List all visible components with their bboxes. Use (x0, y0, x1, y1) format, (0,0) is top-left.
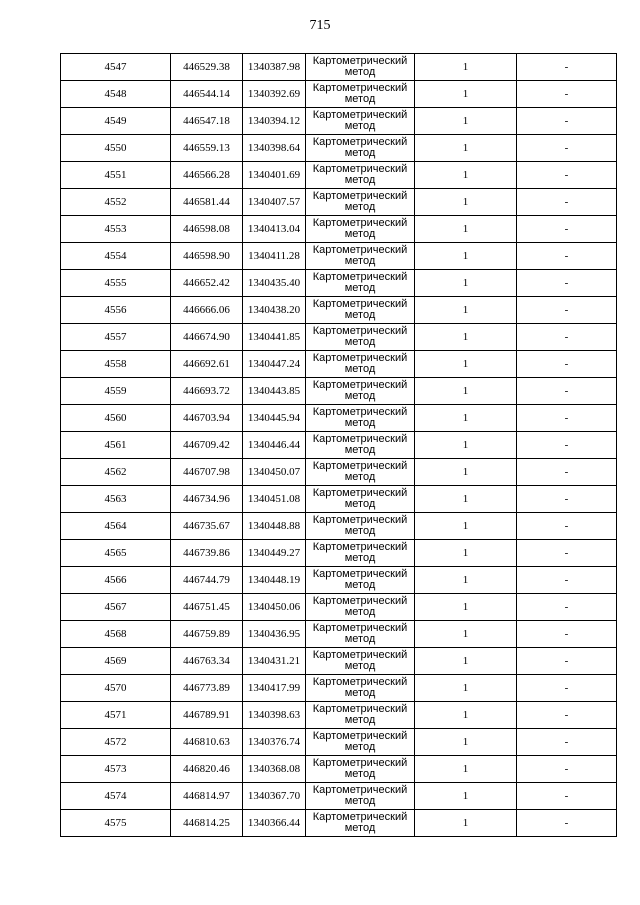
y-coordinate-cell: 1340435.40 (243, 270, 306, 297)
x-coordinate-cell: 446598.90 (171, 243, 243, 270)
x-coordinate-cell: 446820.46 (171, 756, 243, 783)
y-coordinate-cell: 1340431.21 (243, 648, 306, 675)
accuracy-cell: 1 (415, 486, 517, 513)
accuracy-cell: 1 (415, 324, 517, 351)
method-cell (306, 459, 415, 486)
accuracy-cell: 1 (415, 756, 517, 783)
x-coordinate-cell: 446566.28 (171, 162, 243, 189)
table-row (61, 648, 617, 675)
description-cell: - (517, 702, 617, 729)
description-cell: - (517, 135, 617, 162)
table-row (61, 756, 617, 783)
point-number-cell: 4572 (61, 729, 171, 756)
accuracy-cell: 1 (415, 405, 517, 432)
point-number-cell: 4563 (61, 486, 171, 513)
method-line-2: метод (344, 795, 376, 807)
method-line-2: метод (344, 552, 376, 564)
method-line-2: метод (344, 498, 376, 510)
point-number-cell: 4571 (61, 702, 171, 729)
accuracy-cell: 1 (415, 243, 517, 270)
x-coordinate-cell: 446547.18 (171, 108, 243, 135)
table-row (61, 594, 617, 621)
method-line-1: Картометрический (312, 352, 408, 364)
description-cell: - (517, 405, 617, 432)
table-row (61, 108, 617, 135)
point-number-cell: 4559 (61, 378, 171, 405)
description-cell: - (517, 783, 617, 810)
method-line-2: метод (344, 390, 376, 402)
method-line-1: Картометрический (312, 622, 408, 634)
point-number-cell: 4570 (61, 675, 171, 702)
method-cell (306, 135, 415, 162)
accuracy-cell: 1 (415, 702, 517, 729)
accuracy-cell: 1 (415, 540, 517, 567)
x-coordinate-cell: 446739.86 (171, 540, 243, 567)
method-cell (306, 351, 415, 378)
y-coordinate-cell: 1340387.98 (243, 54, 306, 81)
accuracy-cell: 1 (415, 162, 517, 189)
table-row (61, 621, 617, 648)
method-cell (306, 621, 415, 648)
x-coordinate-cell: 446598.08 (171, 216, 243, 243)
x-coordinate-cell: 446559.13 (171, 135, 243, 162)
y-coordinate-cell: 1340367.70 (243, 783, 306, 810)
x-coordinate-cell: 446692.61 (171, 351, 243, 378)
y-coordinate-cell: 1340417.99 (243, 675, 306, 702)
accuracy-cell: 1 (415, 621, 517, 648)
y-coordinate-cell: 1340449.27 (243, 540, 306, 567)
method-cell (306, 81, 415, 108)
method-cell (306, 810, 415, 837)
method-line-2: метод (344, 120, 376, 132)
table-row (61, 324, 617, 351)
method-cell (306, 216, 415, 243)
accuracy-cell: 1 (415, 648, 517, 675)
method-line-1: Картометрический (312, 568, 408, 580)
method-cell (306, 756, 415, 783)
method-line-2: метод (344, 282, 376, 294)
x-coordinate-cell: 446666.06 (171, 297, 243, 324)
description-cell: - (517, 594, 617, 621)
method-line-2: метод (344, 660, 376, 672)
table-row (61, 54, 617, 81)
method-line-1: Картометрический (312, 325, 408, 337)
coordinates-table-body (61, 54, 617, 837)
table-row (61, 162, 617, 189)
description-cell: - (517, 108, 617, 135)
method-cell (306, 675, 415, 702)
method-cell (306, 567, 415, 594)
point-number-cell: 4565 (61, 540, 171, 567)
point-number-cell: 4549 (61, 108, 171, 135)
method-line-2: метод (344, 363, 376, 375)
y-coordinate-cell: 1340407.57 (243, 189, 306, 216)
method-line-2: метод (344, 606, 376, 618)
accuracy-cell: 1 (415, 567, 517, 594)
description-cell: - (517, 243, 617, 270)
y-coordinate-cell: 1340445.94 (243, 405, 306, 432)
y-coordinate-cell: 1340411.28 (243, 243, 306, 270)
description-cell: - (517, 459, 617, 486)
description-cell: - (517, 648, 617, 675)
description-cell: - (517, 729, 617, 756)
point-number-cell: 4562 (61, 459, 171, 486)
method-line-2: метод (344, 471, 376, 483)
table-row (61, 567, 617, 594)
method-line-2: метод (344, 336, 376, 348)
x-coordinate-cell: 446810.63 (171, 729, 243, 756)
method-line-2: метод (344, 174, 376, 186)
y-coordinate-cell: 1340443.85 (243, 378, 306, 405)
method-cell (306, 432, 415, 459)
method-line-2: метод (344, 525, 376, 537)
point-number-cell: 4569 (61, 648, 171, 675)
method-line-1: Картометрический (312, 298, 408, 310)
method-cell (306, 729, 415, 756)
method-cell (306, 378, 415, 405)
method-cell (306, 162, 415, 189)
page-number: 715 (309, 18, 331, 33)
accuracy-cell: 1 (415, 594, 517, 621)
method-line-1: Картометрический (312, 433, 408, 445)
point-number-cell: 4551 (61, 162, 171, 189)
method-line-2: метод (344, 687, 376, 699)
method-line-1: Картометрический (312, 757, 408, 769)
y-coordinate-cell: 1340436.95 (243, 621, 306, 648)
method-line-2: метод (344, 741, 376, 753)
method-cell (306, 702, 415, 729)
description-cell: - (517, 297, 617, 324)
method-line-2: метод (344, 201, 376, 213)
y-coordinate-cell: 1340447.24 (243, 351, 306, 378)
description-cell: - (517, 216, 617, 243)
description-cell: - (517, 81, 617, 108)
method-line-2: метод (344, 309, 376, 321)
method-line-2: метод (344, 444, 376, 456)
x-coordinate-cell: 446814.97 (171, 783, 243, 810)
table-row (61, 513, 617, 540)
y-coordinate-cell: 1340368.08 (243, 756, 306, 783)
y-coordinate-cell: 1340446.44 (243, 432, 306, 459)
x-coordinate-cell: 446735.67 (171, 513, 243, 540)
method-line-1: Картометрический (312, 649, 408, 661)
point-number-cell: 4558 (61, 351, 171, 378)
method-cell (306, 513, 415, 540)
description-cell: - (517, 324, 617, 351)
point-number-cell: 4573 (61, 756, 171, 783)
method-cell (306, 783, 415, 810)
y-coordinate-cell: 1340401.69 (243, 162, 306, 189)
y-coordinate-cell: 1340450.07 (243, 459, 306, 486)
table-row (61, 81, 617, 108)
point-number-cell: 4550 (61, 135, 171, 162)
description-cell: - (517, 189, 617, 216)
table-row (61, 702, 617, 729)
method-cell (306, 270, 415, 297)
description-cell: - (517, 621, 617, 648)
description-cell: - (517, 486, 617, 513)
point-number-cell: 4552 (61, 189, 171, 216)
accuracy-cell: 1 (415, 108, 517, 135)
accuracy-cell: 1 (415, 783, 517, 810)
x-coordinate-cell: 446751.45 (171, 594, 243, 621)
method-line-1: Картометрический (312, 190, 408, 202)
description-cell: - (517, 162, 617, 189)
method-line-2: метод (344, 66, 376, 78)
method-cell (306, 108, 415, 135)
method-line-1: Картометрический (312, 784, 408, 796)
accuracy-cell: 1 (415, 378, 517, 405)
method-line-1: Картометрический (312, 460, 408, 472)
method-cell (306, 324, 415, 351)
method-line-1: Картометрический (312, 676, 408, 688)
method-cell (306, 243, 415, 270)
x-coordinate-cell: 446763.34 (171, 648, 243, 675)
point-number-cell: 4556 (61, 297, 171, 324)
x-coordinate-cell: 446814.25 (171, 810, 243, 837)
x-coordinate-cell: 446703.94 (171, 405, 243, 432)
method-cell (306, 594, 415, 621)
method-line-1: Картометрический (312, 595, 408, 607)
table-row (61, 459, 617, 486)
description-cell: - (517, 675, 617, 702)
method-line-2: метод (344, 822, 376, 834)
method-cell (306, 486, 415, 513)
accuracy-cell: 1 (415, 432, 517, 459)
table-row (61, 351, 617, 378)
table-row (61, 243, 617, 270)
table-row (61, 540, 617, 567)
x-coordinate-cell: 446652.42 (171, 270, 243, 297)
description-cell: - (517, 513, 617, 540)
table-row (61, 216, 617, 243)
accuracy-cell: 1 (415, 729, 517, 756)
accuracy-cell: 1 (415, 675, 517, 702)
y-coordinate-cell: 1340398.63 (243, 702, 306, 729)
method-line-1: Картометрический (312, 244, 408, 256)
description-cell: - (517, 810, 617, 837)
table-row (61, 189, 617, 216)
method-cell (306, 297, 415, 324)
x-coordinate-cell: 446744.79 (171, 567, 243, 594)
method-line-2: метод (344, 228, 376, 240)
method-line-1: Картометрический (312, 217, 408, 229)
point-number-cell: 4557 (61, 324, 171, 351)
y-coordinate-cell: 1340366.44 (243, 810, 306, 837)
point-number-cell: 4567 (61, 594, 171, 621)
accuracy-cell: 1 (415, 54, 517, 81)
accuracy-cell: 1 (415, 351, 517, 378)
description-cell: - (517, 540, 617, 567)
method-line-2: метод (344, 255, 376, 267)
method-line-1: Картометрический (312, 703, 408, 715)
point-number-cell: 4554 (61, 243, 171, 270)
x-coordinate-cell: 446529.38 (171, 54, 243, 81)
y-coordinate-cell: 1340450.06 (243, 594, 306, 621)
table-row (61, 432, 617, 459)
description-cell: - (517, 351, 617, 378)
method-cell (306, 189, 415, 216)
description-cell: - (517, 567, 617, 594)
table-row (61, 810, 617, 837)
x-coordinate-cell: 446581.44 (171, 189, 243, 216)
method-line-1: Картометрический (312, 811, 408, 823)
x-coordinate-cell: 446773.89 (171, 675, 243, 702)
accuracy-cell: 1 (415, 810, 517, 837)
point-number-cell: 4561 (61, 432, 171, 459)
accuracy-cell: 1 (415, 189, 517, 216)
method-line-1: Картометрический (312, 514, 408, 526)
coordinates-table (60, 53, 617, 837)
point-number-cell: 4555 (61, 270, 171, 297)
point-number-cell: 4574 (61, 783, 171, 810)
point-number-cell: 4560 (61, 405, 171, 432)
method-line-1: Картометрический (312, 109, 408, 121)
method-cell (306, 648, 415, 675)
table-row (61, 405, 617, 432)
table-row (61, 297, 617, 324)
table-row (61, 729, 617, 756)
method-line-1: Картометрический (312, 163, 408, 175)
x-coordinate-cell: 446707.98 (171, 459, 243, 486)
method-line-2: метод (344, 417, 376, 429)
method-line-2: метод (344, 768, 376, 780)
accuracy-cell: 1 (415, 270, 517, 297)
table-row (61, 675, 617, 702)
y-coordinate-cell: 1340441.85 (243, 324, 306, 351)
point-number-cell: 4568 (61, 621, 171, 648)
method-line-1: Картометрический (312, 136, 408, 148)
y-coordinate-cell: 1340394.12 (243, 108, 306, 135)
point-number-cell: 4566 (61, 567, 171, 594)
y-coordinate-cell: 1340392.69 (243, 81, 306, 108)
x-coordinate-cell: 446759.89 (171, 621, 243, 648)
accuracy-cell: 1 (415, 81, 517, 108)
method-line-1: Картометрический (312, 487, 408, 499)
method-line-2: метод (344, 633, 376, 645)
point-number-cell: 4575 (61, 810, 171, 837)
description-cell: - (517, 54, 617, 81)
table-row (61, 135, 617, 162)
method-cell (306, 540, 415, 567)
point-number-cell: 4553 (61, 216, 171, 243)
description-cell: - (517, 270, 617, 297)
x-coordinate-cell: 446709.42 (171, 432, 243, 459)
method-line-1: Картометрический (312, 541, 408, 553)
method-cell (306, 405, 415, 432)
y-coordinate-cell: 1340451.08 (243, 486, 306, 513)
table-row (61, 378, 617, 405)
method-line-1: Картометрический (312, 271, 408, 283)
method-line-1: Картометрический (312, 406, 408, 418)
point-number-cell: 4548 (61, 81, 171, 108)
y-coordinate-cell: 1340438.20 (243, 297, 306, 324)
method-line-2: метод (344, 579, 376, 591)
x-coordinate-cell: 446789.91 (171, 702, 243, 729)
table-row (61, 270, 617, 297)
method-line-2: метод (344, 714, 376, 726)
method-line-2: метод (344, 93, 376, 105)
x-coordinate-cell: 446674.90 (171, 324, 243, 351)
y-coordinate-cell: 1340398.64 (243, 135, 306, 162)
description-cell: - (517, 378, 617, 405)
x-coordinate-cell: 446544.14 (171, 81, 243, 108)
y-coordinate-cell: 1340448.19 (243, 567, 306, 594)
accuracy-cell: 1 (415, 513, 517, 540)
table-row (61, 783, 617, 810)
y-coordinate-cell: 1340448.88 (243, 513, 306, 540)
y-coordinate-cell: 1340376.74 (243, 729, 306, 756)
x-coordinate-cell: 446693.72 (171, 378, 243, 405)
method-line-1: Картометрический (312, 55, 408, 67)
point-number-cell: 4547 (61, 54, 171, 81)
description-cell: - (517, 756, 617, 783)
y-coordinate-cell: 1340413.04 (243, 216, 306, 243)
method-line-2: метод (344, 147, 376, 159)
accuracy-cell: 1 (415, 135, 517, 162)
point-number-cell: 4564 (61, 513, 171, 540)
method-line-1: Картометрический (312, 379, 408, 391)
table-row (61, 486, 617, 513)
x-coordinate-cell: 446734.96 (171, 486, 243, 513)
accuracy-cell: 1 (415, 216, 517, 243)
method-cell (306, 54, 415, 81)
accuracy-cell: 1 (415, 297, 517, 324)
accuracy-cell: 1 (415, 459, 517, 486)
description-cell: - (517, 432, 617, 459)
method-line-1: Картометрический (312, 730, 408, 742)
method-line-1: Картометрический (312, 82, 408, 94)
